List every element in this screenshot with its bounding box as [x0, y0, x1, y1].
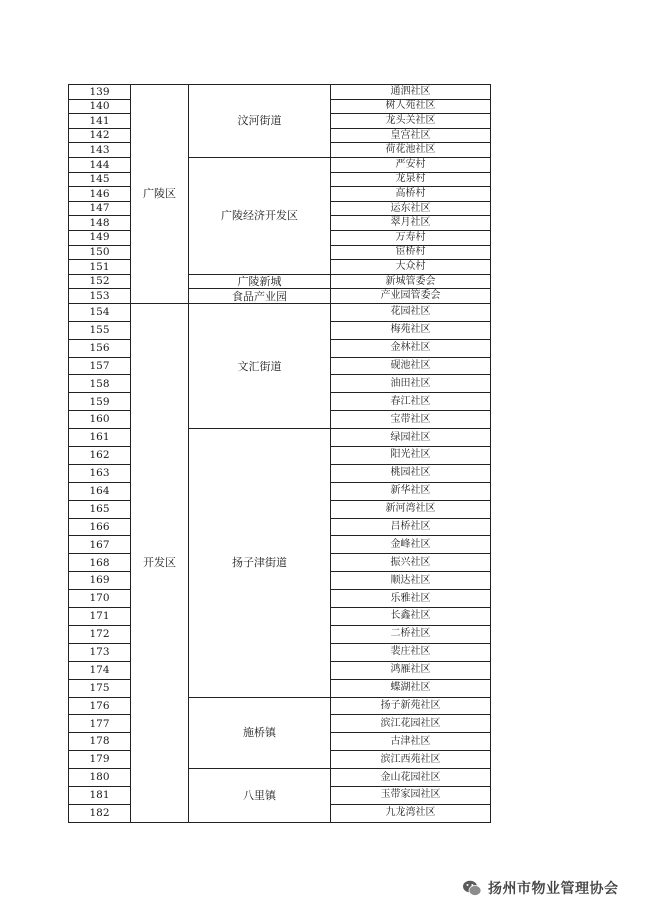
row-number: 174 — [69, 661, 131, 679]
community-cell: 阳光社区 — [331, 447, 491, 465]
community-cell: 新河湾社区 — [331, 500, 491, 518]
street-cell: 广陵新城 — [189, 274, 331, 289]
community-cell: 鸿雁社区 — [331, 661, 491, 679]
community-cell: 油田社区 — [331, 375, 491, 393]
community-cell: 翠月社区 — [331, 216, 491, 231]
row-number: 153 — [69, 289, 131, 304]
community-cell: 乐雅社区 — [331, 590, 491, 608]
row-number: 168 — [69, 554, 131, 572]
street-cell: 施桥镇 — [189, 697, 331, 769]
row-number: 142 — [69, 128, 131, 143]
community-cell: 古津社区 — [331, 733, 491, 751]
community-cell: 龙泉村 — [331, 172, 491, 187]
watermark — [462, 876, 619, 900]
row-number: 150 — [69, 245, 131, 260]
community-list-table — [68, 84, 490, 823]
row-number: 158 — [69, 375, 131, 393]
row-number: 151 — [69, 260, 131, 275]
table-row — [69, 303, 491, 321]
row-number: 162 — [69, 447, 131, 465]
row-number: 164 — [69, 482, 131, 500]
community-cell: 大众村 — [331, 260, 491, 275]
row-number: 175 — [69, 679, 131, 697]
community-cell: 宦桥村 — [331, 245, 491, 260]
community-cell: 运东社区 — [331, 201, 491, 216]
row-number: 176 — [69, 697, 131, 715]
street-cell: 汶河街道 — [189, 85, 331, 158]
community-cell: 万寿村 — [331, 230, 491, 245]
row-number: 178 — [69, 733, 131, 751]
community-cell: 二桥社区 — [331, 625, 491, 643]
row-number: 169 — [69, 572, 131, 590]
row-number: 163 — [69, 464, 131, 482]
community-cell: 裴庄社区 — [331, 643, 491, 661]
row-number: 139 — [69, 85, 131, 100]
community-cell: 金峰社区 — [331, 536, 491, 554]
row-number: 167 — [69, 536, 131, 554]
row-number: 155 — [69, 321, 131, 339]
row-number: 148 — [69, 216, 131, 231]
community-cell: 花园社区 — [331, 303, 491, 321]
row-number: 144 — [69, 157, 131, 172]
row-number: 146 — [69, 187, 131, 202]
row-number: 165 — [69, 500, 131, 518]
community-cell: 扬子新苑社区 — [331, 697, 491, 715]
row-number: 145 — [69, 172, 131, 187]
community-cell: 桃园社区 — [331, 464, 491, 482]
wechat-icon — [462, 879, 482, 897]
street-cell: 扬子津街道 — [189, 429, 331, 697]
row-number: 154 — [69, 303, 131, 321]
row-number: 181 — [69, 786, 131, 804]
community-cell: 宝带社区 — [331, 411, 491, 429]
row-number: 156 — [69, 339, 131, 357]
row-number: 149 — [69, 230, 131, 245]
row-number: 161 — [69, 429, 131, 447]
street-cell: 文汇街道 — [189, 303, 331, 428]
community-cell: 严安村 — [331, 157, 491, 172]
row-number: 177 — [69, 715, 131, 733]
community-cell: 通泗社区 — [331, 85, 491, 100]
row-number: 159 — [69, 393, 131, 411]
district-cell: 广陵区 — [131, 85, 189, 304]
community-cell: 皇宫社区 — [331, 128, 491, 143]
row-number: 157 — [69, 357, 131, 375]
row-number: 179 — [69, 751, 131, 769]
community-cell: 蝶湖社区 — [331, 679, 491, 697]
row-number: 147 — [69, 201, 131, 216]
row-number: 170 — [69, 590, 131, 608]
community-cell: 砚池社区 — [331, 357, 491, 375]
row-number: 171 — [69, 608, 131, 626]
street-cell: 八里镇 — [189, 769, 331, 823]
watermark-text: 扬州市物业管理协会 — [488, 881, 619, 897]
street-cell: 广陵经济开发区 — [189, 157, 331, 274]
row-number: 172 — [69, 625, 131, 643]
row-number: 180 — [69, 769, 131, 787]
community-cell: 玉带家园社区 — [331, 786, 491, 804]
community-cell: 顺达社区 — [331, 572, 491, 590]
community-cell: 春江社区 — [331, 393, 491, 411]
row-number: 152 — [69, 274, 131, 289]
community-cell: 金山花园社区 — [331, 769, 491, 787]
community-cell: 金林社区 — [331, 339, 491, 357]
row-number: 143 — [69, 143, 131, 158]
community-cell: 高桥村 — [331, 187, 491, 202]
row-number: 166 — [69, 518, 131, 536]
row-number: 173 — [69, 643, 131, 661]
row-number: 141 — [69, 114, 131, 129]
community-cell: 滨江西苑社区 — [331, 751, 491, 769]
row-number: 182 — [69, 804, 131, 822]
community-cell: 绿园社区 — [331, 429, 491, 447]
district-cell: 开发区 — [131, 303, 189, 822]
community-cell: 龙头关社区 — [331, 114, 491, 129]
community-cell: 九龙湾社区 — [331, 804, 491, 822]
community-cell: 荷花池社区 — [331, 143, 491, 158]
table-row — [69, 85, 491, 100]
row-number: 140 — [69, 99, 131, 114]
row-number: 160 — [69, 411, 131, 429]
community-cell: 滨江花园社区 — [331, 715, 491, 733]
community-cell: 吕桥社区 — [331, 518, 491, 536]
street-cell: 食品产业园 — [189, 289, 331, 304]
community-cell: 新城管委会 — [331, 274, 491, 289]
community-cell: 振兴社区 — [331, 554, 491, 572]
community-cell: 梅苑社区 — [331, 321, 491, 339]
community-cell: 新华社区 — [331, 482, 491, 500]
community-cell: 树人苑社区 — [331, 99, 491, 114]
community-cell: 产业园管委会 — [331, 289, 491, 304]
community-cell: 长鑫社区 — [331, 608, 491, 626]
